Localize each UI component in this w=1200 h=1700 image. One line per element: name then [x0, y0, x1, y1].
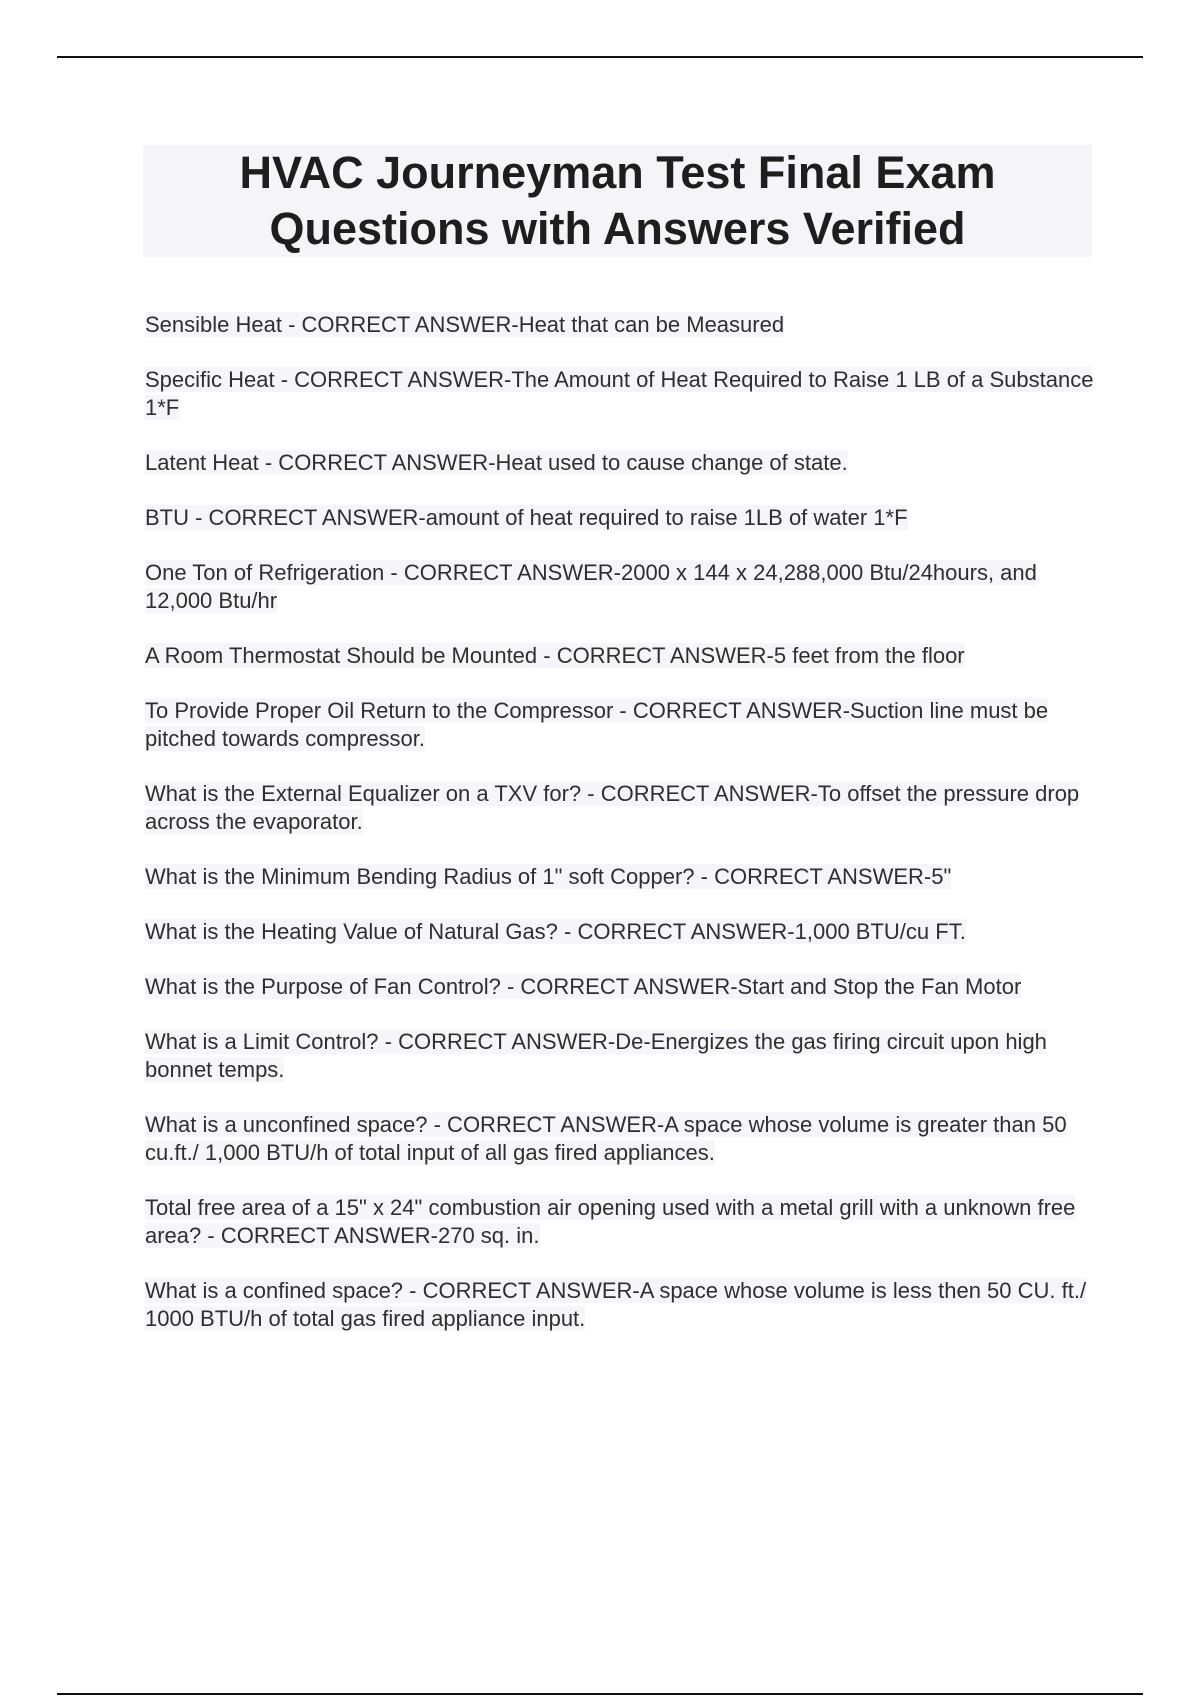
qa-text: What is the Purpose of Fan Control? - CORRECT ANSWER-Start and Stop the Fan Motor	[145, 974, 1022, 999]
bottom-rule	[57, 1693, 1143, 1695]
question-answer-list	[145, 311, 1095, 1360]
qa-item	[145, 918, 1095, 946]
qa-text: Sensible Heat - CORRECT ANSWER-Heat that can be Measured	[145, 312, 785, 337]
qa-text: BTU - CORRECT ANSWER-amount of heat required to raise 1LB of water 1*F	[145, 505, 908, 530]
qa-text: What is the Heating Value of Natural Gas? - CORRECT ANSWER-1,000 BTU/cu FT.	[145, 919, 966, 944]
qa-item	[145, 973, 1095, 1001]
qa-text: Total free area of a 15" x 24" combustion air opening used with a metal grill with a unknown free area? - CORRECT ANSWER-270 sq. in.	[145, 1195, 1076, 1248]
qa-item	[145, 780, 1095, 836]
qa-item	[145, 1277, 1095, 1333]
qa-text: What is a Limit Control? - CORRECT ANSWER-De-Energizes the gas firing circuit upon high bonnet temps.	[145, 1029, 1047, 1082]
qa-item	[145, 311, 1095, 339]
title-banner	[143, 145, 1092, 257]
qa-text: What is the Minimum Bending Radius of 1" soft Copper? - CORRECT ANSWER-5"	[145, 864, 952, 889]
qa-text: A Room Thermostat Should be Mounted - CORRECT ANSWER-5 feet from the floor	[145, 643, 965, 668]
qa-text: Latent Heat - CORRECT ANSWER-Heat used to cause change of state.	[145, 450, 848, 475]
top-rule	[57, 56, 1143, 58]
qa-item	[145, 642, 1095, 670]
title-line-2: Questions with Answers Verified	[269, 203, 966, 254]
qa-text: To Provide Proper Oil Return to the Compressor - CORRECT ANSWER-Suction line must be pitched towards compressor.	[145, 698, 1049, 751]
qa-text: What is a unconfined space? - CORRECT ANSWER-A space whose volume is greater than 50 cu.ft./ 1,000 BTU/h of total input of all gas fired appliances.	[145, 1112, 1067, 1165]
page-title	[239, 145, 995, 257]
qa-item	[145, 449, 1095, 477]
qa-item	[145, 1028, 1095, 1084]
qa-item	[145, 366, 1095, 422]
qa-item	[145, 1111, 1095, 1167]
qa-item	[145, 1194, 1095, 1250]
qa-text: Specific Heat - CORRECT ANSWER-The Amount of Heat Required to Raise 1 LB of a Substance 1*F	[145, 367, 1094, 420]
qa-item	[145, 697, 1095, 753]
qa-text: What is the External Equalizer on a TXV for? - CORRECT ANSWER-To offset the pressure drop across the evaporator.	[145, 781, 1080, 834]
qa-item	[145, 559, 1095, 615]
qa-text: One Ton of Refrigeration - CORRECT ANSWER-2000 x 144 x 24,288,000 Btu/24hours, and 12,000 Btu/hr	[145, 560, 1037, 613]
qa-item	[145, 504, 1095, 532]
qa-text: What is a confined space? - CORRECT ANSWER-A space whose volume is less then 50 CU. ft./ 1000 BTU/h of total gas fired appliance input.	[145, 1278, 1087, 1331]
title-line-1: HVAC Journeyman Test Final Exam	[239, 147, 996, 198]
qa-item	[145, 863, 1095, 891]
